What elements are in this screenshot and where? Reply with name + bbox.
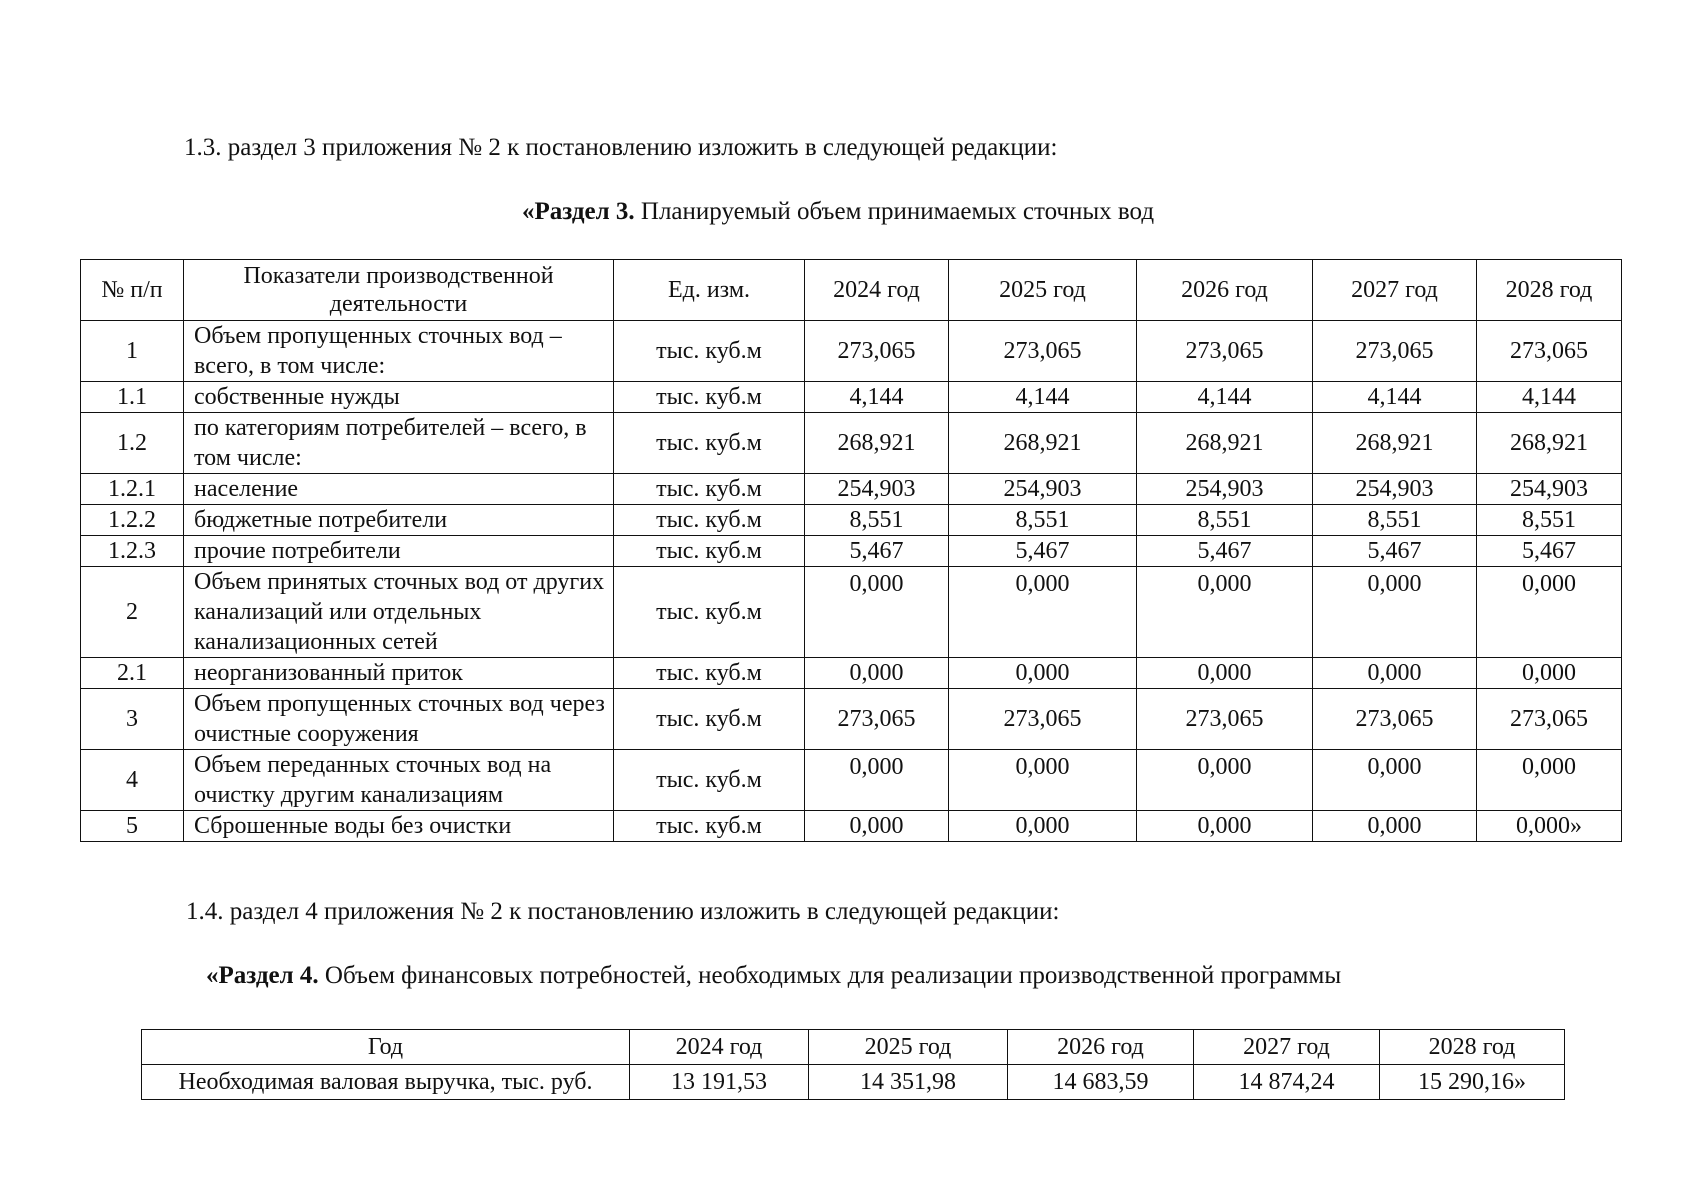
value-cell: 273,065 — [1477, 321, 1622, 382]
table-row — [81, 689, 1622, 750]
value-cell: 4,144 — [1137, 382, 1313, 413]
value-cell: 8,551 — [805, 505, 949, 536]
row-number: 5 — [81, 811, 184, 842]
indicator-name: Объем пропущенных сточных вод через очистные сооружения — [184, 689, 614, 750]
value-cell: 254,903 — [1313, 474, 1477, 505]
header-cell: 2028 год — [1380, 1030, 1565, 1065]
section-1-4-intro: 1.4. раздел 4 приложения № 2 к постановлению изложить в следующей редакции: — [186, 898, 1060, 925]
indicator-name: бюджетные потребители — [184, 505, 614, 536]
value-cell: 8,551 — [1137, 505, 1313, 536]
unit-cell: тыс. куб.м — [614, 382, 805, 413]
value-cell: 0,000 — [1313, 811, 1477, 842]
value-cell: 0,000 — [805, 750, 949, 811]
value-cell: 5,467 — [949, 536, 1137, 567]
value-cell: 0,000» — [1477, 811, 1622, 842]
value-cell: 5,467 — [1477, 536, 1622, 567]
value-cell: 4,144 — [1313, 382, 1477, 413]
value-cell: 0,000 — [1313, 750, 1477, 811]
section-3-heading — [522, 198, 1154, 226]
header-cell: 2026 год — [1008, 1030, 1194, 1065]
table-row — [81, 750, 1622, 811]
value-cell: 15 290,16» — [1380, 1065, 1565, 1100]
row-number: 3 — [81, 689, 184, 750]
value-cell: 268,921 — [1313, 413, 1477, 474]
value-cell: 0,000 — [1477, 567, 1622, 658]
indicator-name: Объем переданных сточных вод на очистку другим канализациям — [184, 750, 614, 811]
value-cell: 273,065 — [805, 689, 949, 750]
indicator-name: собственные нужды — [184, 382, 614, 413]
header-cell: 2027 год — [1313, 260, 1477, 321]
value-cell: 273,065 — [1137, 689, 1313, 750]
row-number: 2.1 — [81, 658, 184, 689]
value-cell: 0,000 — [949, 567, 1137, 658]
value-cell: 8,551 — [1477, 505, 1622, 536]
section-3-table — [80, 259, 1622, 842]
value-cell: 273,065 — [805, 321, 949, 382]
indicator-name: неорганизованный приток — [184, 658, 614, 689]
header-cell: 2027 год — [1194, 1030, 1380, 1065]
section-3-heading-text: Планируемый объем принимаемых сточных вод — [634, 198, 1155, 225]
row-number: 1.2.2 — [81, 505, 184, 536]
unit-cell: тыс. куб.м — [614, 750, 805, 811]
table-row — [81, 474, 1622, 505]
value-cell: 254,903 — [805, 474, 949, 505]
section-3-heading-bold: «Раздел 3. — [522, 198, 635, 225]
value-cell: 273,065 — [1313, 321, 1477, 382]
table-header-row — [142, 1030, 1565, 1065]
value-cell: 4,144 — [949, 382, 1137, 413]
value-cell: 5,467 — [1137, 536, 1313, 567]
table-row — [81, 413, 1622, 474]
value-cell: 254,903 — [949, 474, 1137, 505]
indicator-name: Объем принятых сточных вод от других канализаций или отдельных канализационных сетей — [184, 567, 614, 658]
section-4-heading-text: Объем финансовых потребностей, необходимых для реализации производственной программы — [318, 962, 1342, 989]
value-cell: 0,000 — [805, 567, 949, 658]
value-cell: 14 351,98 — [809, 1065, 1008, 1100]
unit-cell: тыс. куб.м — [614, 811, 805, 842]
value-cell: 268,921 — [805, 413, 949, 474]
unit-cell: тыс. куб.м — [614, 413, 805, 474]
header-cell: Ед. изм. — [614, 260, 805, 321]
table-row — [81, 505, 1622, 536]
header-cell: 2024 год — [805, 260, 949, 321]
value-cell: 0,000 — [1313, 658, 1477, 689]
indicator-name: прочие потребители — [184, 536, 614, 567]
value-cell: 0,000 — [1137, 811, 1313, 842]
header-cell: Показатели производственной деятельности — [184, 260, 614, 321]
value-cell: 273,065 — [949, 689, 1137, 750]
value-cell: 8,551 — [1313, 505, 1477, 536]
unit-cell: тыс. куб.м — [614, 321, 805, 382]
row-number: 2 — [81, 567, 184, 658]
value-cell: 273,065 — [1137, 321, 1313, 382]
value-cell: 254,903 — [1137, 474, 1313, 505]
value-cell: 0,000 — [1137, 567, 1313, 658]
value-cell: 0,000 — [805, 658, 949, 689]
row-number: 1.1 — [81, 382, 184, 413]
value-cell: 0,000 — [1137, 750, 1313, 811]
value-cell: 273,065 — [1477, 689, 1622, 750]
value-cell: 0,000 — [1313, 567, 1477, 658]
table-row — [81, 536, 1622, 567]
header-cell: Год — [142, 1030, 630, 1065]
section-4-table — [141, 1029, 1565, 1100]
row-number: 1.2 — [81, 413, 184, 474]
header-cell: 2025 год — [949, 260, 1137, 321]
row-number: 4 — [81, 750, 184, 811]
value-cell: 4,144 — [1477, 382, 1622, 413]
row-number: 1 — [81, 321, 184, 382]
table-row — [81, 382, 1622, 413]
unit-cell: тыс. куб.м — [614, 689, 805, 750]
row-number: 1.2.3 — [81, 536, 184, 567]
value-cell: 273,065 — [1313, 689, 1477, 750]
value-cell: 0,000 — [1137, 658, 1313, 689]
value-cell: 0,000 — [949, 811, 1137, 842]
value-cell: 0,000 — [949, 750, 1137, 811]
value-cell: 273,065 — [949, 321, 1137, 382]
section-4-heading — [206, 962, 1341, 990]
value-cell: 268,921 — [1477, 413, 1622, 474]
header-cell: 2028 год — [1477, 260, 1622, 321]
indicator-name: население — [184, 474, 614, 505]
section-4-heading-bold: «Раздел 4. — [206, 962, 319, 989]
table-row — [81, 567, 1622, 658]
value-cell: 0,000 — [949, 658, 1137, 689]
value-cell: 254,903 — [1477, 474, 1622, 505]
indicator-name: по категориям потребителей – всего, в том числе: — [184, 413, 614, 474]
unit-cell: тыс. куб.м — [614, 505, 805, 536]
row-label: Необходимая валовая выручка, тыс. руб. — [142, 1065, 630, 1100]
value-cell: 0,000 — [805, 811, 949, 842]
value-cell: 5,467 — [1313, 536, 1477, 567]
unit-cell: тыс. куб.м — [614, 567, 805, 658]
table-header-row — [81, 260, 1622, 321]
value-cell: 13 191,53 — [630, 1065, 809, 1100]
row-number: 1.2.1 — [81, 474, 184, 505]
header-cell: 2024 год — [630, 1030, 809, 1065]
value-cell: 268,921 — [949, 413, 1137, 474]
value-cell: 4,144 — [805, 382, 949, 413]
value-cell: 0,000 — [1477, 658, 1622, 689]
value-cell: 14 683,59 — [1008, 1065, 1194, 1100]
value-cell: 14 874,24 — [1194, 1065, 1380, 1100]
indicator-name: Объем пропущенных сточных вод – всего, в том числе: — [184, 321, 614, 382]
unit-cell: тыс. куб.м — [614, 658, 805, 689]
value-cell: 5,467 — [805, 536, 949, 567]
indicator-name: Сброшенные воды без очистки — [184, 811, 614, 842]
value-cell: 0,000 — [1477, 750, 1622, 811]
value-cell: 268,921 — [1137, 413, 1313, 474]
table-row — [142, 1065, 1565, 1100]
header-cell: 2025 год — [809, 1030, 1008, 1065]
value-cell: 8,551 — [949, 505, 1137, 536]
unit-cell: тыс. куб.м — [614, 536, 805, 567]
unit-cell: тыс. куб.м — [614, 474, 805, 505]
table-row — [81, 811, 1622, 842]
header-cell: № п/п — [81, 260, 184, 321]
table-row — [81, 658, 1622, 689]
header-cell: 2026 год — [1137, 260, 1313, 321]
section-1-3-intro: 1.3. раздел 3 приложения № 2 к постановлению изложить в следующей редакции: — [184, 134, 1058, 161]
table-row — [81, 321, 1622, 382]
